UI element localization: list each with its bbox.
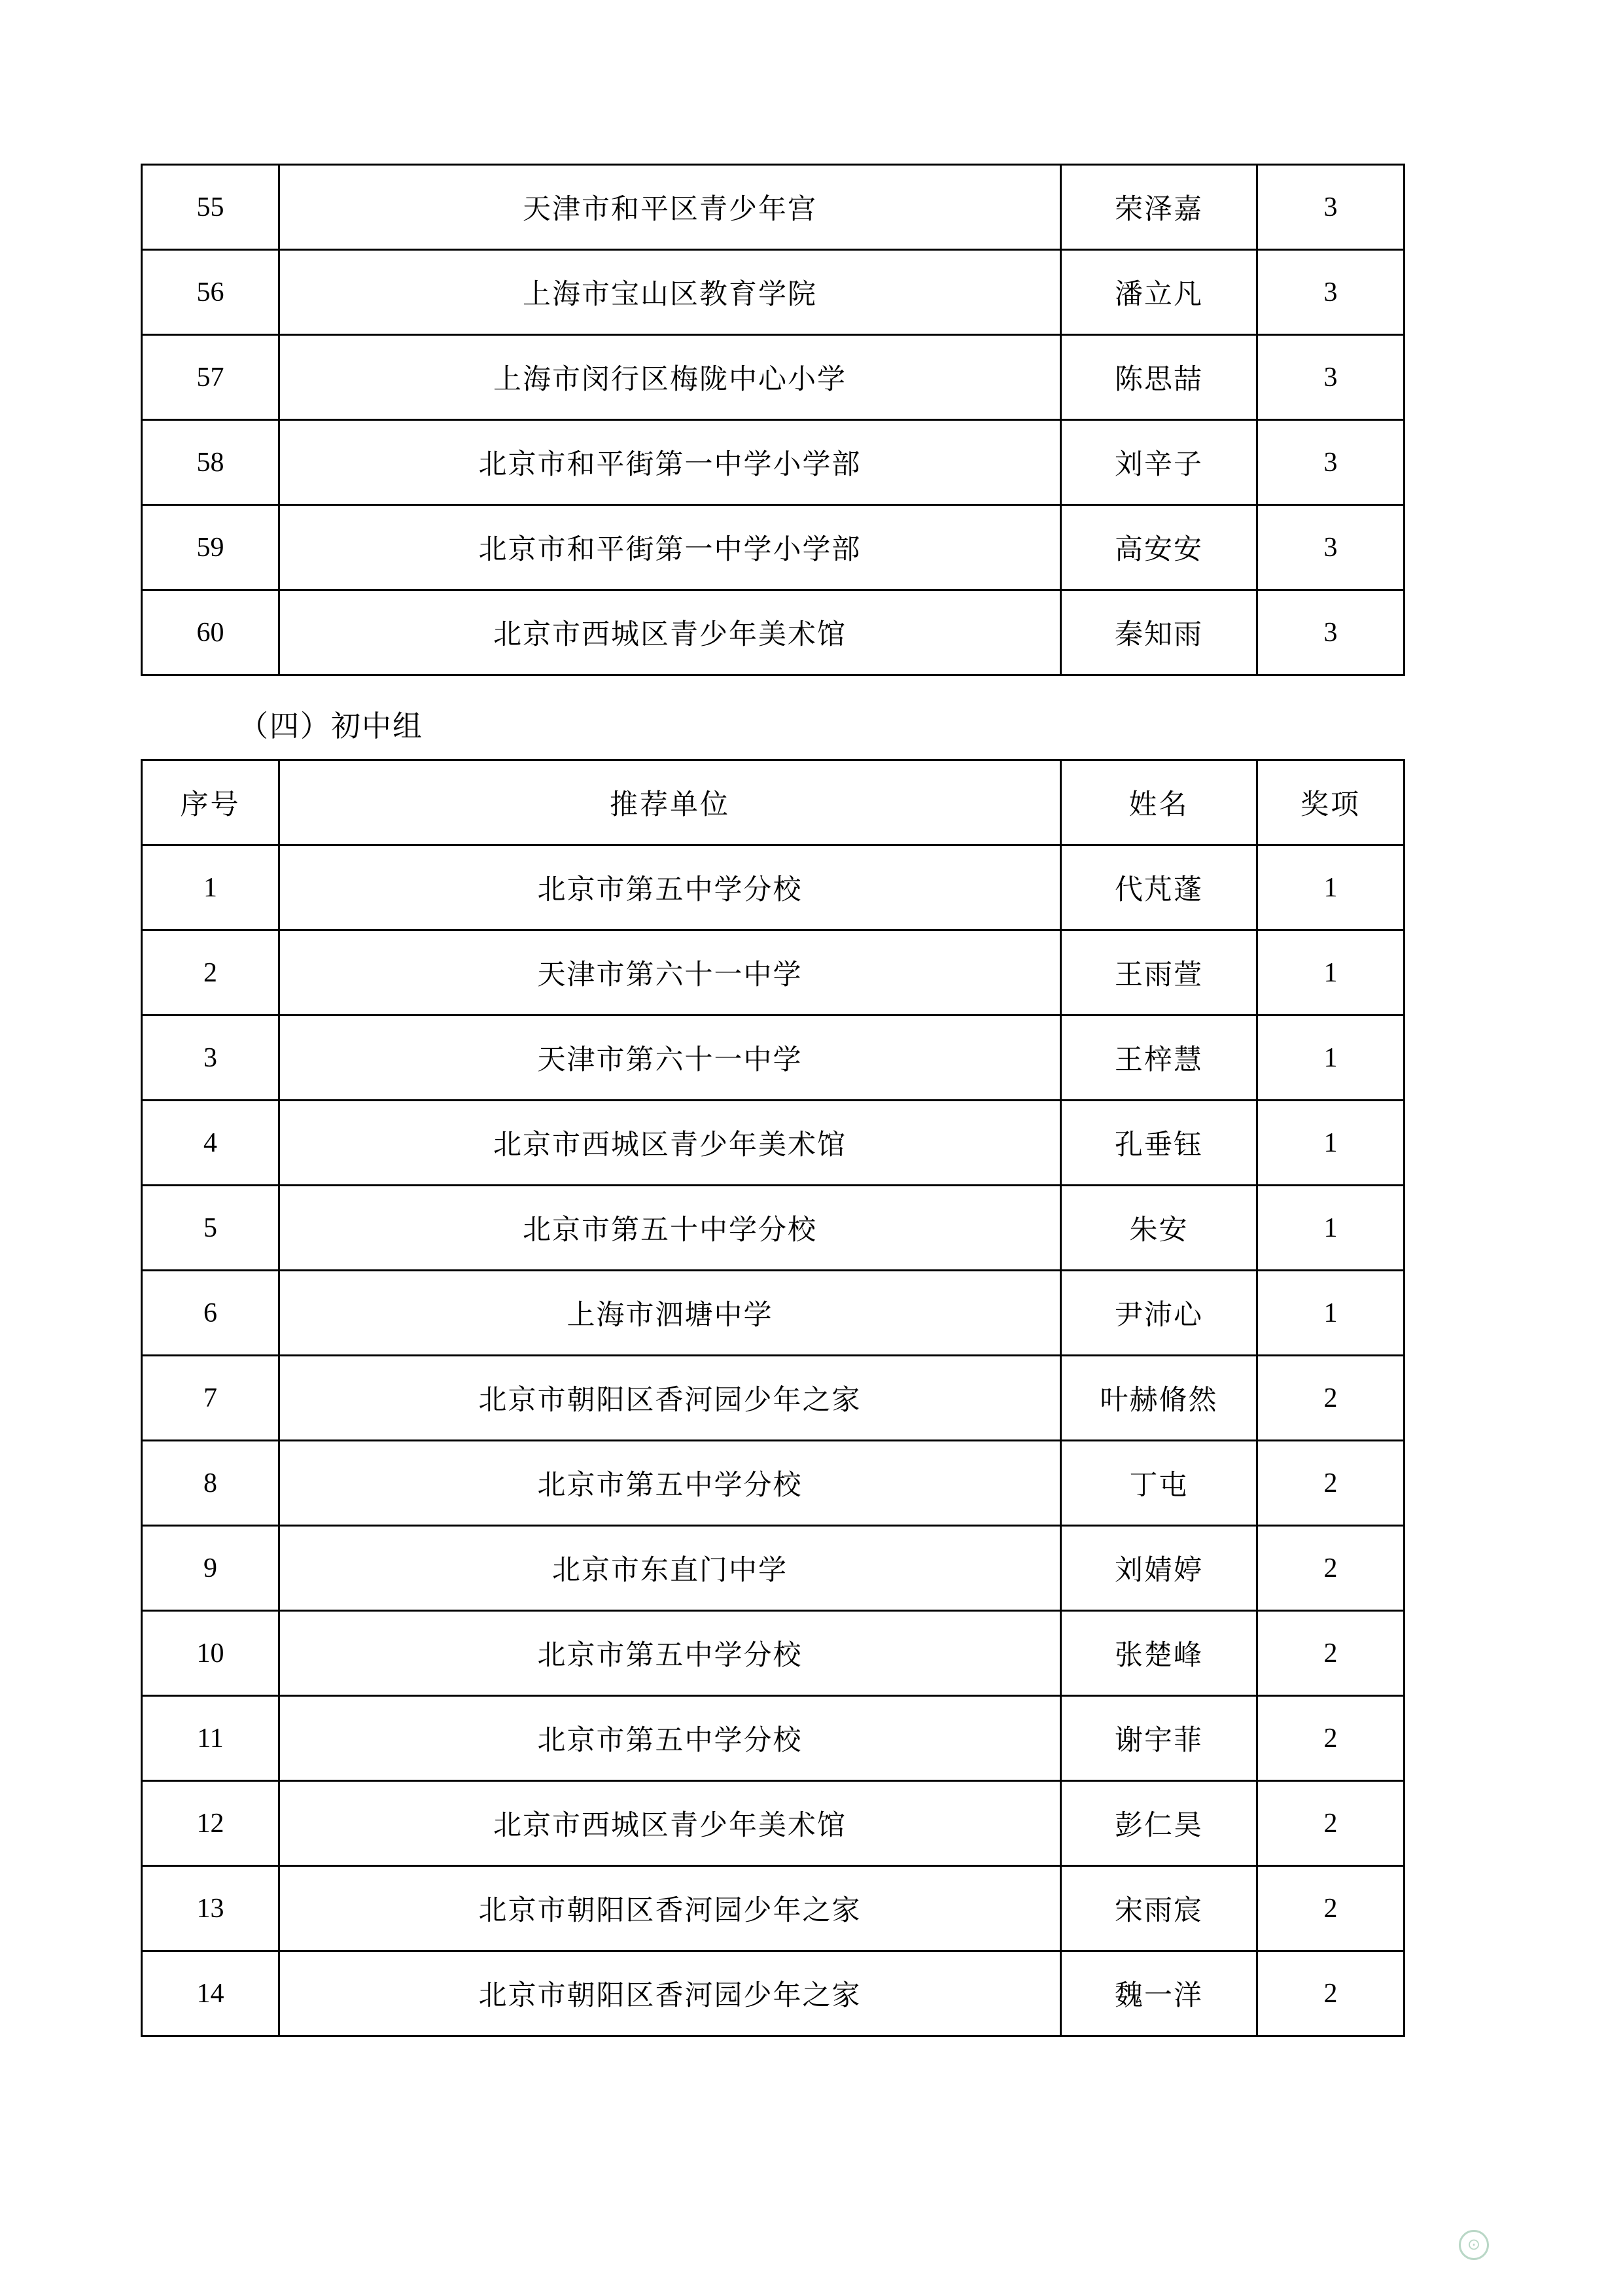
row-award: 1: [1257, 1016, 1405, 1101]
row-name: 陈思喆: [1061, 335, 1257, 420]
row-award: 1: [1257, 1271, 1405, 1356]
table-row: [142, 420, 1405, 505]
row-name: 孔垂钰: [1061, 1101, 1257, 1186]
row-name: 彭仁昊: [1061, 1781, 1257, 1866]
row-index: 7: [142, 1356, 279, 1441]
row-unit: 北京市朝阳区香河园少年之家: [279, 1951, 1061, 2036]
table-row: [142, 505, 1405, 590]
row-index: 1: [142, 845, 279, 930]
table-row: [142, 1356, 1405, 1441]
row-index: 56: [142, 250, 279, 335]
row-award: 3: [1257, 420, 1405, 505]
row-unit: 北京市朝阳区香河园少年之家: [279, 1866, 1061, 1951]
row-award: 3: [1257, 165, 1405, 250]
row-unit: 上海市宝山区教育学院: [279, 250, 1061, 335]
row-unit: 天津市和平区青少年宫: [279, 165, 1061, 250]
awards-table-continued: [141, 164, 1405, 676]
row-award: 2: [1257, 1696, 1405, 1781]
row-unit: 北京市第五十中学分校: [279, 1186, 1061, 1271]
row-award: 1: [1257, 1186, 1405, 1271]
row-award: 2: [1257, 1356, 1405, 1441]
row-unit: 北京市第五中学分校: [279, 1696, 1061, 1781]
row-award: 3: [1257, 335, 1405, 420]
row-unit: 天津市第六十一中学: [279, 930, 1061, 1016]
row-unit: 北京市东直门中学: [279, 1526, 1061, 1611]
row-name: 叶赫脩然: [1061, 1356, 1257, 1441]
row-name: 丁屯: [1061, 1441, 1257, 1526]
page-watermark-icon: ⊙: [1459, 2230, 1489, 2260]
row-award: 3: [1257, 250, 1405, 335]
row-index: 4: [142, 1101, 279, 1186]
table-row: [142, 1186, 1405, 1271]
row-index: 9: [142, 1526, 279, 1611]
row-index: 11: [142, 1696, 279, 1781]
row-name: 代芃蓬: [1061, 845, 1257, 930]
row-name: 王梓慧: [1061, 1016, 1257, 1101]
table-row: [142, 335, 1405, 420]
row-index: 10: [142, 1611, 279, 1696]
row-award: 3: [1257, 590, 1405, 675]
row-index: 57: [142, 335, 279, 420]
awards-table-continued-body: [142, 165, 1405, 675]
row-index: 59: [142, 505, 279, 590]
row-name: 魏一洋: [1061, 1951, 1257, 2036]
row-index: 12: [142, 1781, 279, 1866]
table-row: [142, 1016, 1405, 1101]
row-index: 3: [142, 1016, 279, 1101]
table-row: [142, 1866, 1405, 1951]
row-name: 刘辛子: [1061, 420, 1257, 505]
row-award: 2: [1257, 1866, 1405, 1951]
column-header-unit: 推荐单位: [279, 760, 1061, 845]
table-row: [142, 1271, 1405, 1356]
row-name: 张楚峰: [1061, 1611, 1257, 1696]
section-heading: （四）初中组: [239, 709, 424, 743]
row-name: 王雨萱: [1061, 930, 1257, 1016]
row-award: 2: [1257, 1526, 1405, 1611]
row-name: 潘立凡: [1061, 250, 1257, 335]
row-unit: 北京市和平街第一中学小学部: [279, 420, 1061, 505]
row-name: 宋雨宸: [1061, 1866, 1257, 1951]
row-unit: 北京市第五中学分校: [279, 1611, 1061, 1696]
table-row: [142, 1781, 1405, 1866]
row-name: 荣泽嘉: [1061, 165, 1257, 250]
row-award: 1: [1257, 1101, 1405, 1186]
table-row: [142, 1611, 1405, 1696]
row-unit: 上海市闵行区梅陇中心小学: [279, 335, 1061, 420]
row-unit: 北京市和平街第一中学小学部: [279, 505, 1061, 590]
row-name: 谢宇菲: [1061, 1696, 1257, 1781]
row-award: 1: [1257, 930, 1405, 1016]
table-row: [142, 1951, 1405, 2036]
row-unit: 北京市西城区青少年美术馆: [279, 1781, 1061, 1866]
table-row: [142, 1441, 1405, 1526]
row-index: 6: [142, 1271, 279, 1356]
table-row: [142, 250, 1405, 335]
row-award: 3: [1257, 505, 1405, 590]
row-unit: 北京市西城区青少年美术馆: [279, 590, 1061, 675]
row-award: 2: [1257, 1611, 1405, 1696]
row-name: 朱安: [1061, 1186, 1257, 1271]
column-header-index: 序号: [142, 760, 279, 845]
table-row: [142, 1696, 1405, 1781]
row-unit: 天津市第六十一中学: [279, 1016, 1061, 1101]
row-index: 14: [142, 1951, 279, 2036]
table-row: [142, 165, 1405, 250]
table-row: [142, 845, 1405, 930]
junior-high-awards-table: [141, 759, 1405, 2037]
row-unit: 北京市第五中学分校: [279, 845, 1061, 930]
row-index: 58: [142, 420, 279, 505]
row-index: 60: [142, 590, 279, 675]
row-name: 尹沛心: [1061, 1271, 1257, 1356]
row-name: 秦知雨: [1061, 590, 1257, 675]
table-row: [142, 590, 1405, 675]
row-index: 5: [142, 1186, 279, 1271]
row-index: 55: [142, 165, 279, 250]
row-index: 13: [142, 1866, 279, 1951]
table-header-row: [142, 760, 1405, 845]
column-header-award: 奖项: [1257, 760, 1405, 845]
column-header-name: 姓名: [1061, 760, 1257, 845]
junior-high-awards-table-body: [142, 760, 1405, 2036]
row-award: 2: [1257, 1781, 1405, 1866]
row-award: 2: [1257, 1951, 1405, 2036]
row-index: 2: [142, 930, 279, 1016]
row-name: 高安安: [1061, 505, 1257, 590]
document-content: [141, 164, 1403, 2037]
row-unit: 北京市朝阳区香河园少年之家: [279, 1356, 1061, 1441]
row-unit: 上海市泗塘中学: [279, 1271, 1061, 1356]
row-name: 刘婧婷: [1061, 1526, 1257, 1611]
row-award: 2: [1257, 1441, 1405, 1526]
table-row: [142, 1101, 1405, 1186]
row-unit: 北京市西城区青少年美术馆: [279, 1101, 1061, 1186]
table-row: [142, 1526, 1405, 1611]
row-unit: 北京市第五中学分校: [279, 1441, 1061, 1526]
row-award: 1: [1257, 845, 1405, 930]
row-index: 8: [142, 1441, 279, 1526]
table-row: [142, 930, 1405, 1016]
